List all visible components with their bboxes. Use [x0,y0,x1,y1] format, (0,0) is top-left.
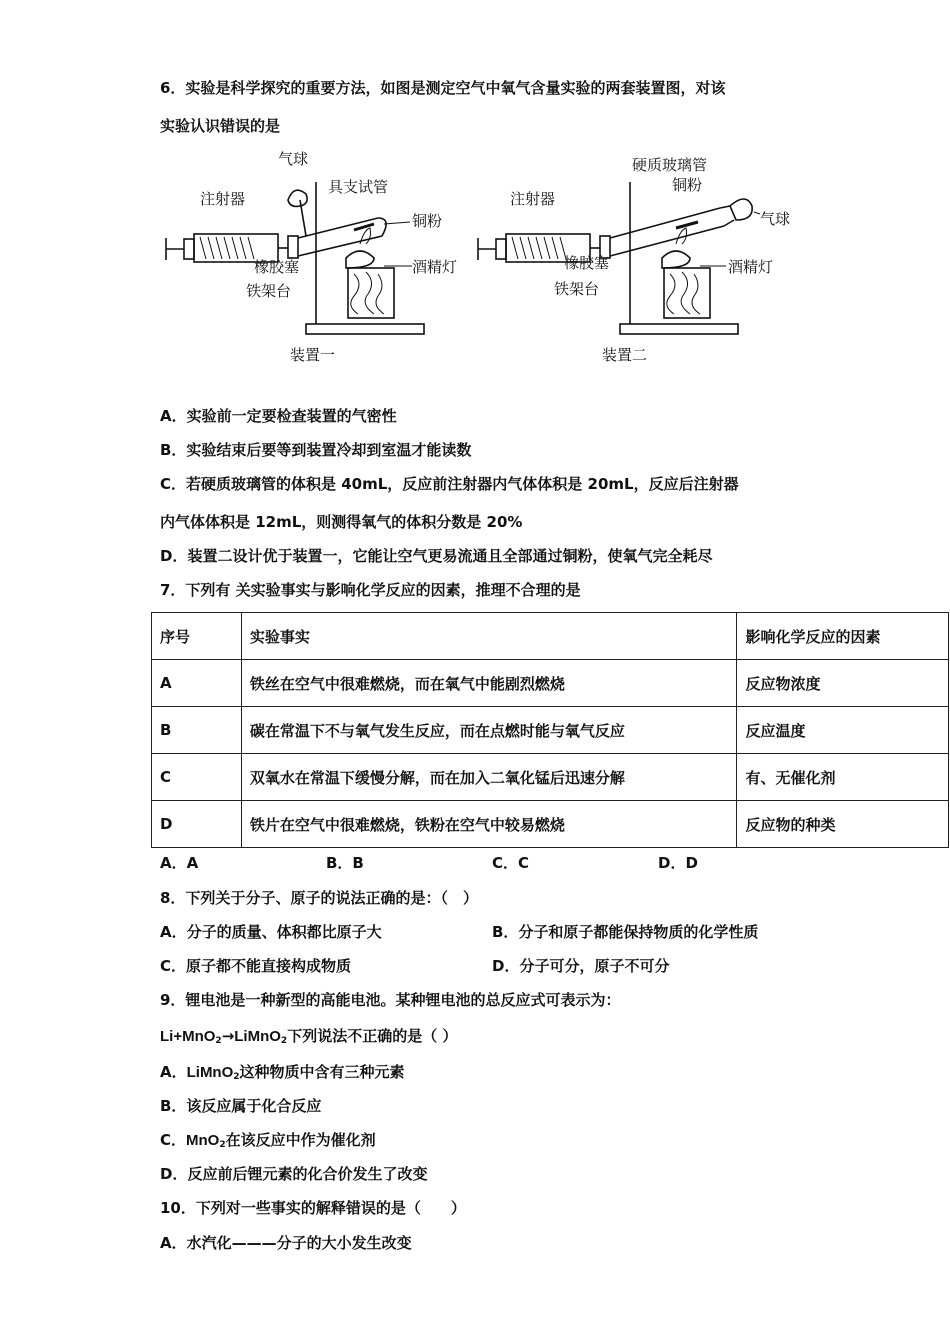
subscript: 2 [280,1036,288,1046]
label-glass-tube-2: 硬质玻璃管 [632,156,708,174]
q9-option-a [160,1062,405,1087]
q6-option-c-line1: C．若硬质玻璃管的体积是 40mL，反应前注射器内气体体积是 20mL，反应后注射器 [160,475,739,493]
q7-table [151,612,949,848]
label-stand-2: 铁架台 [554,280,600,298]
table-cell: 铁片在空气中很难燃烧，铁粉在空气中较易燃烧 [241,801,737,848]
option-prefix: A． [160,1063,187,1081]
label-copper-2: 铜粉 [672,176,703,194]
q7-option-a: A．A [160,854,199,872]
label-balloon-2: 气球 [760,210,791,228]
q6-option-d: D．装置二设计优于装置一，它能让空气更易流通且全部通过铜粉，使氧气完全耗尽 [160,547,713,565]
table-row [152,660,949,707]
table-row [152,707,949,754]
equation-product: LiMnO [234,1028,281,1045]
q8-stem: 8．下列关于分子、原子的说法正确的是：（ ） [160,889,478,907]
option-text: 在该反应中作为催化剂 [225,1131,376,1149]
q8-option-b: B．分子和原子都能保持物质的化学性质 [492,923,759,941]
table-cell: 有、无催化剂 [737,754,949,801]
q7-option-d: D．D [658,854,698,872]
header-cell: 序号 [152,613,242,660]
caption-setup-2: 装置二 [602,346,648,364]
table-cell: B [152,707,242,754]
q8-option-d: D．分子可分，原子不可分 [492,957,670,975]
q6-option-c-line2: 内气体体积是 12mL，则测得氧气的体积分数是 20% [160,513,523,531]
q9-equation-line [160,1026,457,1051]
caption-setup-1: 装置一 [290,346,336,364]
q6-stem-line1: 6．实验是科学探究的重要方法，如图是测定空气中氧气含量实验的两套装置图，对该 [160,79,726,97]
table-row [152,801,949,848]
formula: LiMnO [186,1064,234,1081]
label-syringe-1: 注射器 [200,190,246,208]
label-balloon-1: 气球 [278,150,309,168]
q8-option-a: A．分子的质量、体积都比原子大 [160,923,382,941]
q10-option-a: A．水汽化———分子的大小发生改变 [160,1234,412,1252]
table-cell: C [152,754,242,801]
table-cell: 碳在常温下不与氧气发生反应，而在点燃时能与氧气反应 [241,707,737,754]
label-syringe-2: 注射器 [510,190,556,208]
q10-stem: 10．下列对一些事实的解释错误的是（ ） [160,1199,466,1217]
q7-option-b: B．B [326,854,364,872]
q9-option-c [160,1130,376,1155]
subscript: 2 [219,1140,226,1150]
table-cell: 双氧水在常温下缓慢分解，而在加入二氧化锰后迅速分解 [241,754,737,801]
table-cell: 反应物浓度 [737,660,949,707]
q9-stem: 9．锂电池是一种新型的高能电池。某种锂电池的总反应式可表示为： [160,991,621,1009]
table-cell: 反应物的种类 [737,801,949,848]
q7-stem: 7．下列有 关实验事实与影响化学反应的因素，推理不合理的是 [160,581,581,599]
header-cell: 实验事实 [241,613,737,660]
q6-stem-line2: 实验认识错误的是 [160,117,281,135]
subscript: 2 [233,1072,240,1082]
subscript: 2 [215,1036,222,1046]
label-lamp-1: 酒精灯 [412,258,458,276]
q7-option-c: C．C [492,854,530,872]
label-stopper-1: 橡胶塞 [254,258,300,276]
formula: MnO [186,1132,220,1149]
table-cell: A [152,660,242,707]
reaction-arrow: → [221,1027,235,1045]
q6-option-a: A．实验前一定要检查装置的气密性 [160,407,397,425]
label-lamp-2: 酒精灯 [728,258,774,276]
equation-question: 下列说法不正确的是（ ） [287,1027,458,1045]
q9-option-b: B．该反应属于化合反应 [160,1097,322,1115]
option-text: 这种物质中含有三种元素 [239,1063,405,1081]
option-prefix: C． [160,1131,187,1149]
q8-option-c: C．原子都不能直接构成物质 [160,957,352,975]
equation-reactants: Li+MnO [160,1028,216,1045]
apparatus-figure [160,148,800,370]
table-cell: 铁丝在空气中很难燃烧，而在氧气中能剧烈燃烧 [241,660,737,707]
header-cell: 影响化学反应的因素 [737,613,949,660]
label-stand-1: 铁架台 [246,282,292,300]
q9-option-d: D．反应前后锂元素的化合价发生了改变 [160,1165,428,1183]
table-header-row [152,613,949,660]
q6-option-b: B．实验结束后要等到装置冷却到室温才能读数 [160,441,472,459]
table-cell: 反应温度 [737,707,949,754]
label-copper-1: 铜粉 [412,212,443,230]
label-test-tube-1: 具支试管 [328,178,389,196]
table-row [152,754,949,801]
table-cell: D [152,801,242,848]
label-stopper-2: 橡胶塞 [564,254,610,272]
